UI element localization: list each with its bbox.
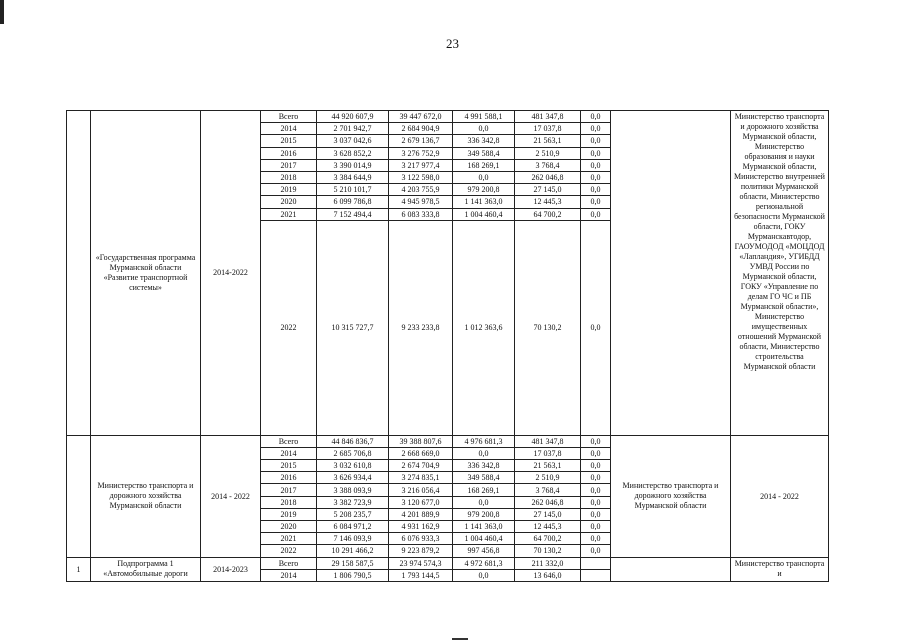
federal-budget-cell: 997 456,8 [453, 545, 515, 557]
federal-budget-cell: 349 588,4 [453, 472, 515, 484]
local-budget-cell: 27 145,0 [515, 184, 581, 196]
federal-budget-cell: 336 342,8 [453, 460, 515, 472]
federal-budget-cell: 4 976 681,3 [453, 435, 515, 447]
offbudget-cell: 0,0 [581, 159, 611, 171]
local-budget-cell: 12 445,3 [515, 196, 581, 208]
federal-budget-cell: 168 269,1 [453, 484, 515, 496]
year-cell: 2016 [261, 147, 317, 159]
row-number-cell [67, 111, 91, 436]
federal-budget-cell: 0,0 [453, 171, 515, 183]
year-cell: 2014 [261, 123, 317, 135]
offbudget-cell [581, 557, 611, 569]
federal-budget-cell: 4 991 588,1 [453, 111, 515, 123]
federal-budget-cell: 1 004 460,4 [453, 208, 515, 220]
program-name-cell: Министерство транспорта и дорожного хозяйства Мурманской области [91, 435, 201, 557]
regional-budget-cell: 1 793 144,5 [389, 569, 453, 581]
total-cell: 2 685 706,8 [317, 447, 389, 459]
offbudget-cell: 0,0 [581, 171, 611, 183]
regional-budget-cell: 3 122 598,0 [389, 171, 453, 183]
program-finance-table [66, 110, 829, 582]
regional-budget-cell: 2 674 704,9 [389, 460, 453, 472]
year-cell: 2017 [261, 484, 317, 496]
offbudget-cell: 0,0 [581, 545, 611, 557]
year-cell: 2015 [261, 135, 317, 147]
regional-budget-cell: 3 217 977,4 [389, 159, 453, 171]
program-name-cell: «Государственная программа Мурманской области «Развитие транспортной системы» [91, 111, 201, 436]
executors-cell: Министерство транспорта и дорожного хозяйства Мурманской области, Министерство образования и науки Мурманской области, Министерство внутренней политики Мурманской области, Министерство региональной безопасности Мурманской области, ГОКУ Мурманскавтодор, ГАОУМОДОД «МОЦДОД «Лапландия», УГИБДД УМВД России по Мурманской области, ГОКУ «Управление по делам ГО ЧС и ПБ Мурманской области», Министерство имущественных отношений Мурманской области, Министерство строительства Мурманской области [731, 111, 829, 436]
local-budget-cell: 3 768,4 [515, 484, 581, 496]
regional-budget-cell: 39 388 807,6 [389, 435, 453, 447]
period-cell: 2014-2023 [201, 557, 261, 581]
federal-budget-cell: 1 004 460,4 [453, 533, 515, 545]
local-budget-cell: 21 563,1 [515, 135, 581, 147]
year-cell: 2021 [261, 208, 317, 220]
regional-budget-cell: 39 447 672,0 [389, 111, 453, 123]
regional-budget-cell: 4 203 755,9 [389, 184, 453, 196]
federal-budget-cell: 0,0 [453, 123, 515, 135]
federal-budget-cell: 168 269,1 [453, 159, 515, 171]
offbudget-cell: 0,0 [581, 208, 611, 220]
total-cell: 3 384 644,9 [317, 171, 389, 183]
regional-budget-cell: 9 233 233,8 [389, 220, 453, 435]
offbudget-cell: 0,0 [581, 484, 611, 496]
regional-budget-cell: 9 223 879,2 [389, 545, 453, 557]
local-budget-cell: 64 700,2 [515, 533, 581, 545]
page-number: 23 [446, 36, 459, 51]
local-budget-cell: 211 332,0 [515, 557, 581, 569]
local-budget-cell: 70 130,2 [515, 545, 581, 557]
year-cell: 2017 [261, 159, 317, 171]
total-cell: 7 152 494,4 [317, 208, 389, 220]
federal-budget-cell: 0,0 [453, 569, 515, 581]
executors-cell: Министерство транспорта и [731, 557, 829, 581]
total-cell: 3 628 852,2 [317, 147, 389, 159]
offbudget-cell [581, 569, 611, 581]
responsible-cell [611, 111, 731, 436]
period-cell: 2014-2022 [201, 111, 261, 436]
offbudget-cell: 0,0 [581, 147, 611, 159]
total-cell: 6 099 786,8 [317, 196, 389, 208]
regional-budget-cell: 3 216 056,4 [389, 484, 453, 496]
total-cell: 44 846 836,7 [317, 435, 389, 447]
regional-budget-cell: 23 974 574,3 [389, 557, 453, 569]
total-cell: 10 291 466,2 [317, 545, 389, 557]
offbudget-cell: 0,0 [581, 135, 611, 147]
regional-budget-cell: 2 684 904,9 [389, 123, 453, 135]
regional-budget-cell: 3 120 677,0 [389, 496, 453, 508]
federal-budget-cell: 4 972 681,3 [453, 557, 515, 569]
offbudget-cell: 0,0 [581, 447, 611, 459]
offbudget-cell: 0,0 [581, 435, 611, 447]
offbudget-cell: 0,0 [581, 220, 611, 435]
federal-budget-cell: 979 200,8 [453, 184, 515, 196]
total-cell: 44 920 607,9 [317, 111, 389, 123]
regional-budget-cell: 4 945 978,5 [389, 196, 453, 208]
offbudget-cell: 0,0 [581, 533, 611, 545]
local-budget-cell: 481 347,8 [515, 111, 581, 123]
offbudget-cell: 0,0 [581, 111, 611, 123]
local-budget-cell: 12 445,3 [515, 521, 581, 533]
year-cell: 2021 [261, 533, 317, 545]
year-cell: Всего [261, 435, 317, 447]
offbudget-cell: 0,0 [581, 123, 611, 135]
local-budget-cell: 2 510,9 [515, 147, 581, 159]
total-cell: 3 626 934,4 [317, 472, 389, 484]
year-cell: 2020 [261, 196, 317, 208]
regional-budget-cell: 6 083 333,8 [389, 208, 453, 220]
local-budget-cell: 2 510,9 [515, 472, 581, 484]
year-cell: 2020 [261, 521, 317, 533]
regional-budget-cell: 3 274 835,1 [389, 472, 453, 484]
total-cell: 2 701 942,7 [317, 123, 389, 135]
total-cell: 3 388 093,9 [317, 484, 389, 496]
total-cell: 3 032 610,8 [317, 460, 389, 472]
year-cell: 2015 [261, 460, 317, 472]
local-budget-cell: 21 563,1 [515, 460, 581, 472]
local-budget-cell: 262 046,8 [515, 496, 581, 508]
responsible-cell: Министерство транспорта и дорожного хозяйства Мурманской области [611, 435, 731, 557]
total-cell: 3 037 042,6 [317, 135, 389, 147]
responsible-period-cell: 2014 - 2022 [731, 435, 829, 557]
federal-budget-cell: 0,0 [453, 447, 515, 459]
year-cell: 2018 [261, 171, 317, 183]
offbudget-cell: 0,0 [581, 184, 611, 196]
period-cell: 2014 - 2022 [201, 435, 261, 557]
local-budget-cell: 481 347,8 [515, 435, 581, 447]
year-cell: 2014 [261, 447, 317, 459]
year-cell: 2016 [261, 472, 317, 484]
offbudget-cell: 0,0 [581, 521, 611, 533]
year-cell: Всего [261, 557, 317, 569]
federal-budget-cell: 1 012 363,6 [453, 220, 515, 435]
regional-budget-cell: 4 201 889,9 [389, 508, 453, 520]
responsible-cell [611, 557, 731, 581]
local-budget-cell: 64 700,2 [515, 208, 581, 220]
year-cell: 2022 [261, 220, 317, 435]
regional-budget-cell: 3 276 752,9 [389, 147, 453, 159]
regional-budget-cell: 2 679 136,7 [389, 135, 453, 147]
offbudget-cell: 0,0 [581, 472, 611, 484]
table-row [67, 111, 829, 123]
offbudget-cell: 0,0 [581, 508, 611, 520]
total-cell: 5 210 101,7 [317, 184, 389, 196]
federal-budget-cell: 979 200,8 [453, 508, 515, 520]
local-budget-cell: 13 646,0 [515, 569, 581, 581]
regional-budget-cell: 4 931 162,9 [389, 521, 453, 533]
local-budget-cell: 70 130,2 [515, 220, 581, 435]
offbudget-cell: 0,0 [581, 496, 611, 508]
federal-budget-cell: 0,0 [453, 496, 515, 508]
total-cell: 5 208 235,7 [317, 508, 389, 520]
local-budget-cell: 3 768,4 [515, 159, 581, 171]
federal-budget-cell: 1 141 363,0 [453, 521, 515, 533]
year-cell: 2022 [261, 545, 317, 557]
federal-budget-cell: 336 342,8 [453, 135, 515, 147]
local-budget-cell: 17 037,8 [515, 447, 581, 459]
federal-budget-cell: 349 588,4 [453, 147, 515, 159]
year-cell: 2018 [261, 496, 317, 508]
regional-budget-cell: 2 668 669,0 [389, 447, 453, 459]
total-cell: 1 806 790,5 [317, 569, 389, 581]
total-cell: 3 382 723,9 [317, 496, 389, 508]
total-cell: 10 315 727,7 [317, 220, 389, 435]
local-budget-cell: 262 046,8 [515, 171, 581, 183]
program-name-cell: Подпрограмма 1 «Автомобильные дороги [91, 557, 201, 581]
offbudget-cell: 0,0 [581, 196, 611, 208]
year-cell: 2014 [261, 569, 317, 581]
row-number-cell [67, 435, 91, 557]
year-cell: 2019 [261, 184, 317, 196]
total-cell: 6 084 971,2 [317, 521, 389, 533]
federal-budget-cell: 1 141 363,0 [453, 196, 515, 208]
offbudget-cell: 0,0 [581, 460, 611, 472]
table-row [67, 557, 829, 569]
year-cell: 2019 [261, 508, 317, 520]
row-number-cell: 1 [67, 557, 91, 581]
total-cell: 29 158 587,5 [317, 557, 389, 569]
table-row [67, 435, 829, 447]
total-cell: 7 146 093,9 [317, 533, 389, 545]
regional-budget-cell: 6 076 933,3 [389, 533, 453, 545]
local-budget-cell: 17 037,8 [515, 123, 581, 135]
year-cell: Всего [261, 111, 317, 123]
total-cell: 3 390 014,9 [317, 159, 389, 171]
local-budget-cell: 27 145,0 [515, 508, 581, 520]
scan-edge-mark [0, 0, 4, 24]
